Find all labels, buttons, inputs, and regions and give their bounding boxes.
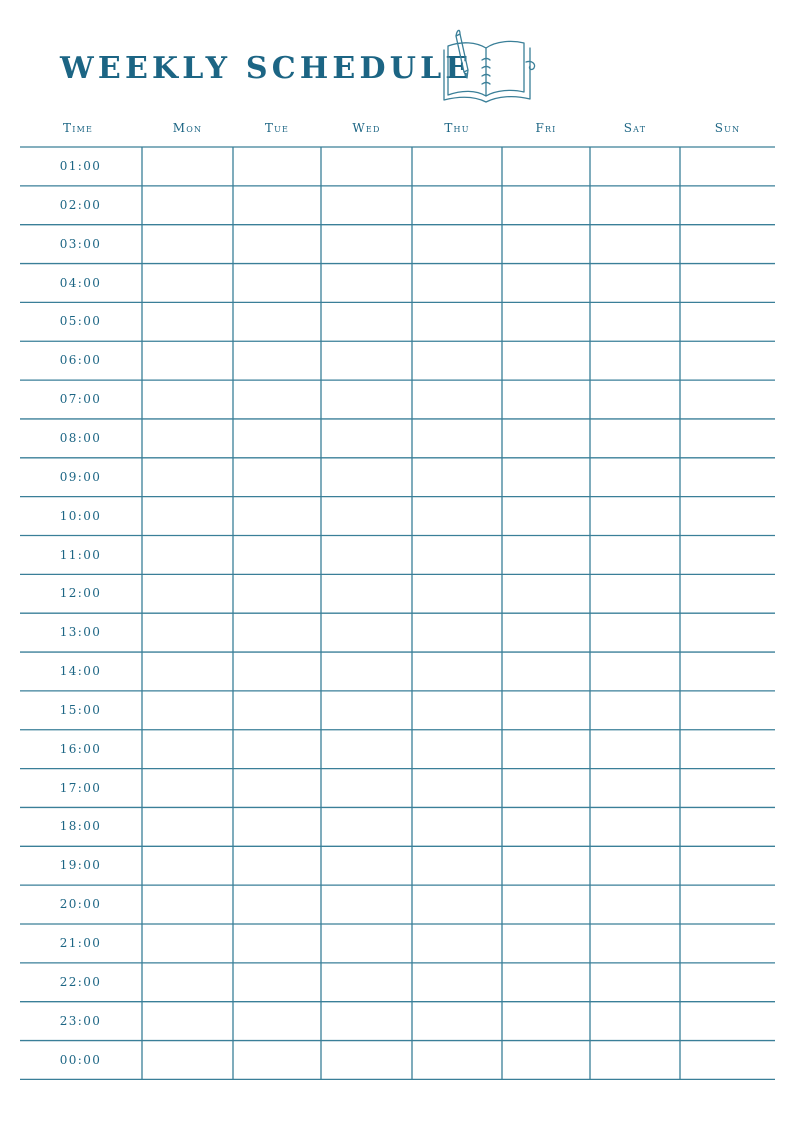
schedule-slot-fri[interactable] xyxy=(502,730,590,768)
schedule-slot-thu[interactable] xyxy=(412,225,502,263)
schedule-slot-thu[interactable] xyxy=(412,730,502,768)
time-label: 06:00 xyxy=(59,353,102,368)
schedule-slot-mon[interactable] xyxy=(142,302,233,340)
schedule-slot-sat[interactable] xyxy=(590,147,680,185)
schedule-slot-sun[interactable] xyxy=(680,380,775,418)
schedule-slot-fri[interactable] xyxy=(502,264,590,302)
schedule-slot-wed[interactable] xyxy=(321,574,412,612)
schedule-slot-tue[interactable] xyxy=(233,691,321,729)
header-time: Time xyxy=(63,121,93,135)
schedule-slot-tue[interactable] xyxy=(233,419,321,457)
schedule-slot-sun[interactable] xyxy=(680,730,775,768)
schedule-slot-thu[interactable] xyxy=(412,147,502,185)
schedule-slot-sat[interactable] xyxy=(590,691,680,729)
schedule-slot-wed[interactable] xyxy=(321,341,412,379)
schedule-slot-mon[interactable] xyxy=(142,652,233,690)
schedule-slot-sat[interactable] xyxy=(590,846,680,884)
schedule-slot-fri[interactable] xyxy=(502,380,590,418)
schedule-slot-wed[interactable] xyxy=(321,536,412,574)
time-label: 20:00 xyxy=(59,897,102,912)
schedule-slot-sun[interactable] xyxy=(680,613,775,651)
schedule-slot-thu[interactable] xyxy=(412,341,502,379)
schedule-slot-sun[interactable] xyxy=(680,458,775,496)
time-label: 21:00 xyxy=(59,936,102,950)
time-label: 22:00 xyxy=(59,974,102,989)
time-label: 07:00 xyxy=(59,392,102,407)
schedule-slot-wed[interactable] xyxy=(321,924,412,962)
schedule-slot-thu[interactable] xyxy=(412,1002,502,1040)
schedule-slot-tue[interactable] xyxy=(233,769,321,807)
schedule-slot-mon[interactable] xyxy=(142,846,233,884)
schedule-slot-mon[interactable] xyxy=(142,924,233,962)
schedule-slot-thu[interactable] xyxy=(412,691,502,729)
time-label: 17:00 xyxy=(59,780,102,795)
header-day-wed: Wed xyxy=(352,121,381,135)
schedule-slot-wed[interactable] xyxy=(321,458,412,496)
schedule-slot-sun[interactable] xyxy=(680,302,775,340)
schedule-slot-wed[interactable] xyxy=(321,1041,412,1079)
schedule-slot-sun[interactable] xyxy=(680,225,775,263)
schedule-slot-sat[interactable] xyxy=(590,1002,680,1040)
schedule-slot-mon[interactable] xyxy=(142,807,233,845)
schedule-slot-thu[interactable] xyxy=(412,613,502,651)
time-label: 13:00 xyxy=(59,625,102,640)
schedule-slot-sun[interactable] xyxy=(680,264,775,302)
schedule-slot-tue[interactable] xyxy=(233,885,321,923)
schedule-slot-fri[interactable] xyxy=(502,613,590,651)
schedule-slot-sat[interactable] xyxy=(590,1041,680,1079)
schedule-slot-fri[interactable] xyxy=(502,458,590,496)
schedule-slot-thu[interactable] xyxy=(412,1041,502,1079)
schedule-slot-wed[interactable] xyxy=(321,652,412,690)
schedule-slot-fri[interactable] xyxy=(502,574,590,612)
header-day-sat: Sat xyxy=(623,121,647,135)
schedule-slot-thu[interactable] xyxy=(412,769,502,807)
schedule-slot-wed[interactable] xyxy=(321,147,412,185)
schedule-slot-thu[interactable] xyxy=(412,574,502,612)
schedule-slot-sun[interactable] xyxy=(680,419,775,457)
schedule-slot-sat[interactable] xyxy=(590,302,680,340)
time-label: 11:00 xyxy=(59,547,102,562)
schedule-slot-sat[interactable] xyxy=(590,963,680,1001)
schedule-slot-sun[interactable] xyxy=(680,1041,775,1079)
schedule-slot-thu[interactable] xyxy=(412,963,502,1001)
schedule-slot-fri[interactable] xyxy=(502,302,590,340)
schedule-slot-thu[interactable] xyxy=(412,497,502,535)
schedule-slot-mon[interactable] xyxy=(142,341,233,379)
schedule-slot-tue[interactable] xyxy=(233,924,321,962)
schedule-slot-mon[interactable] xyxy=(142,497,233,535)
schedule-slot-wed[interactable] xyxy=(321,769,412,807)
schedule-slot-thu[interactable] xyxy=(412,419,502,457)
schedule-slot-fri[interactable] xyxy=(502,341,590,379)
schedule-slot-thu[interactable] xyxy=(412,264,502,302)
schedule-slot-fri[interactable] xyxy=(502,691,590,729)
time-label: 16:00 xyxy=(59,741,102,756)
schedule-slot-fri[interactable] xyxy=(502,652,590,690)
schedule-slot-fri[interactable] xyxy=(502,186,590,224)
schedule-slot-fri[interactable] xyxy=(502,846,590,884)
schedule-slot-thu[interactable] xyxy=(412,807,502,845)
header-day-thu: Thu xyxy=(444,121,470,135)
schedule-slot-fri[interactable] xyxy=(502,769,590,807)
schedule-slot-wed[interactable] xyxy=(321,264,412,302)
schedule-slot-sun[interactable] xyxy=(680,924,775,962)
schedule-slot-sun[interactable] xyxy=(680,769,775,807)
schedule-slot-fri[interactable] xyxy=(502,924,590,962)
schedule-slot-wed[interactable] xyxy=(321,497,412,535)
schedule-slot-mon[interactable] xyxy=(142,536,233,574)
schedule-slot-tue[interactable] xyxy=(233,963,321,1001)
schedule-slot-wed[interactable] xyxy=(321,963,412,1001)
schedule-slot-sat[interactable] xyxy=(590,497,680,535)
schedule-slot-mon[interactable] xyxy=(142,186,233,224)
time-label: 19:00 xyxy=(59,858,102,873)
schedule-slot-thu[interactable] xyxy=(412,885,502,923)
header-day-fri: Fri xyxy=(535,121,557,135)
page-title: WEEKLY SCHEDULE xyxy=(60,51,473,86)
schedule-slot-wed[interactable] xyxy=(321,846,412,884)
time-label: 12:00 xyxy=(59,586,102,601)
schedule-slot-sun[interactable] xyxy=(680,691,775,729)
schedule-slot-mon[interactable] xyxy=(142,963,233,1001)
schedule-slot-wed[interactable] xyxy=(321,302,412,340)
schedule-slot-tue[interactable] xyxy=(233,264,321,302)
time-label: 05:00 xyxy=(59,314,102,329)
schedule-slot-fri[interactable] xyxy=(502,147,590,185)
schedule-slot-mon[interactable] xyxy=(142,419,233,457)
schedule-slot-sat[interactable] xyxy=(590,264,680,302)
schedule-slot-tue[interactable] xyxy=(233,730,321,768)
schedule-slot-wed[interactable] xyxy=(321,807,412,845)
schedule-slot-mon[interactable] xyxy=(142,613,233,651)
schedule-slot-tue[interactable] xyxy=(233,458,321,496)
schedule-slot-wed[interactable] xyxy=(321,885,412,923)
schedule-slot-tue[interactable] xyxy=(233,613,321,651)
schedule-slot-tue[interactable] xyxy=(233,147,321,185)
schedule-slot-thu[interactable] xyxy=(412,846,502,884)
schedule-slot-sun[interactable] xyxy=(680,147,775,185)
schedule-slot-thu[interactable] xyxy=(412,924,502,962)
schedule-slot-fri[interactable] xyxy=(502,885,590,923)
time-label: 02:00 xyxy=(59,197,102,212)
schedule-slot-sun[interactable] xyxy=(680,963,775,1001)
schedule-slot-sat[interactable] xyxy=(590,225,680,263)
schedule-slot-tue[interactable] xyxy=(233,341,321,379)
schedule-slot-sun[interactable] xyxy=(680,846,775,884)
schedule-slot-wed[interactable] xyxy=(321,225,412,263)
schedule-slot-mon[interactable] xyxy=(142,458,233,496)
schedule-slot-sat[interactable] xyxy=(590,380,680,418)
header-day-tue: Tue xyxy=(264,121,290,135)
schedule-slot-tue[interactable] xyxy=(233,652,321,690)
schedule-slot-sat[interactable] xyxy=(590,769,680,807)
schedule-slot-thu[interactable] xyxy=(412,186,502,224)
schedule-slot-sun[interactable] xyxy=(680,536,775,574)
header-day-mon: Mon xyxy=(172,121,203,135)
schedule-slot-tue[interactable] xyxy=(233,1002,321,1040)
schedule-slot-fri[interactable] xyxy=(502,536,590,574)
time-label: 04:00 xyxy=(59,275,102,290)
time-label: 00:00 xyxy=(59,1052,102,1067)
schedule-slot-wed[interactable] xyxy=(321,380,412,418)
time-label: 03:00 xyxy=(59,236,102,251)
time-label: 01:00 xyxy=(59,159,102,173)
time-label: 15:00 xyxy=(59,702,102,717)
schedule-slot-sun[interactable] xyxy=(680,1002,775,1040)
schedule-slot-fri[interactable] xyxy=(502,1002,590,1040)
schedule-slot-tue[interactable] xyxy=(233,380,321,418)
schedule-slot-fri[interactable] xyxy=(502,497,590,535)
schedule-slot-mon[interactable] xyxy=(142,225,233,263)
schedule-slot-fri[interactable] xyxy=(502,807,590,845)
time-label: 08:00 xyxy=(59,430,102,445)
schedule-slot-mon[interactable] xyxy=(142,769,233,807)
schedule-slot-tue[interactable] xyxy=(233,225,321,263)
schedule-slot-sat[interactable] xyxy=(590,885,680,923)
schedule-slot-tue[interactable] xyxy=(233,807,321,845)
time-label: 14:00 xyxy=(59,664,102,679)
schedule-slot-mon[interactable] xyxy=(142,885,233,923)
schedule-slot-sat[interactable] xyxy=(590,341,680,379)
time-label: 10:00 xyxy=(59,508,102,523)
schedule-slot-mon[interactable] xyxy=(142,691,233,729)
time-label: 18:00 xyxy=(59,819,102,834)
schedule-slot-sat[interactable] xyxy=(590,730,680,768)
schedule-slot-thu[interactable] xyxy=(412,652,502,690)
schedule-slot-tue[interactable] xyxy=(233,574,321,612)
schedule-slot-thu[interactable] xyxy=(412,458,502,496)
schedule-slot-mon[interactable] xyxy=(142,1041,233,1079)
header-day-sun: Sun xyxy=(714,121,741,135)
schedule-slot-mon[interactable] xyxy=(142,1002,233,1040)
schedule-slot-tue[interactable] xyxy=(233,186,321,224)
schedule-slot-wed[interactable] xyxy=(321,419,412,457)
schedule-slot-mon[interactable] xyxy=(142,730,233,768)
schedule-slot-sat[interactable] xyxy=(590,807,680,845)
schedule-slot-wed[interactable] xyxy=(321,186,412,224)
schedule-slot-wed[interactable] xyxy=(321,613,412,651)
schedule-slot-sun[interactable] xyxy=(680,497,775,535)
schedule-slot-sun[interactable] xyxy=(680,885,775,923)
schedule-slot-tue[interactable] xyxy=(233,1041,321,1079)
schedule-slot-sat[interactable] xyxy=(590,652,680,690)
time-label: 23:00 xyxy=(59,1013,102,1028)
schedule-slot-mon[interactable] xyxy=(142,264,233,302)
schedule-slot-sun[interactable] xyxy=(680,574,775,612)
schedule-slot-wed[interactable] xyxy=(321,730,412,768)
schedule-slot-fri[interactable] xyxy=(502,419,590,457)
schedule-slot-wed[interactable] xyxy=(321,1002,412,1040)
schedule-slot-tue[interactable] xyxy=(233,536,321,574)
schedule-slot-mon[interactable] xyxy=(142,147,233,185)
schedule-slot-sat[interactable] xyxy=(590,536,680,574)
schedule-slot-mon[interactable] xyxy=(142,574,233,612)
schedule-slot-fri[interactable] xyxy=(502,225,590,263)
schedule-slot-thu[interactable] xyxy=(412,380,502,418)
schedule-slot-tue[interactable] xyxy=(233,497,321,535)
schedule-slot-sun[interactable] xyxy=(680,652,775,690)
schedule-slot-tue[interactable] xyxy=(233,846,321,884)
schedule-slot-wed[interactable] xyxy=(321,691,412,729)
schedule-slot-tue[interactable] xyxy=(233,302,321,340)
time-label: 09:00 xyxy=(59,469,102,484)
schedule-slot-fri[interactable] xyxy=(502,1041,590,1079)
schedule-slot-thu[interactable] xyxy=(412,302,502,340)
schedule-slot-sat[interactable] xyxy=(590,924,680,962)
schedule-slot-thu[interactable] xyxy=(412,536,502,574)
schedule-slot-fri[interactable] xyxy=(502,963,590,1001)
schedule-slot-sat[interactable] xyxy=(590,458,680,496)
schedule-slot-mon[interactable] xyxy=(142,380,233,418)
schedule-slot-sun[interactable] xyxy=(680,341,775,379)
schedule-slot-sat[interactable] xyxy=(590,613,680,651)
schedule-slot-sun[interactable] xyxy=(680,807,775,845)
schedule-slot-sat[interactable] xyxy=(590,419,680,457)
schedule-slot-sat[interactable] xyxy=(590,186,680,224)
schedule-slot-sat[interactable] xyxy=(590,574,680,612)
schedule-slot-sun[interactable] xyxy=(680,186,775,224)
